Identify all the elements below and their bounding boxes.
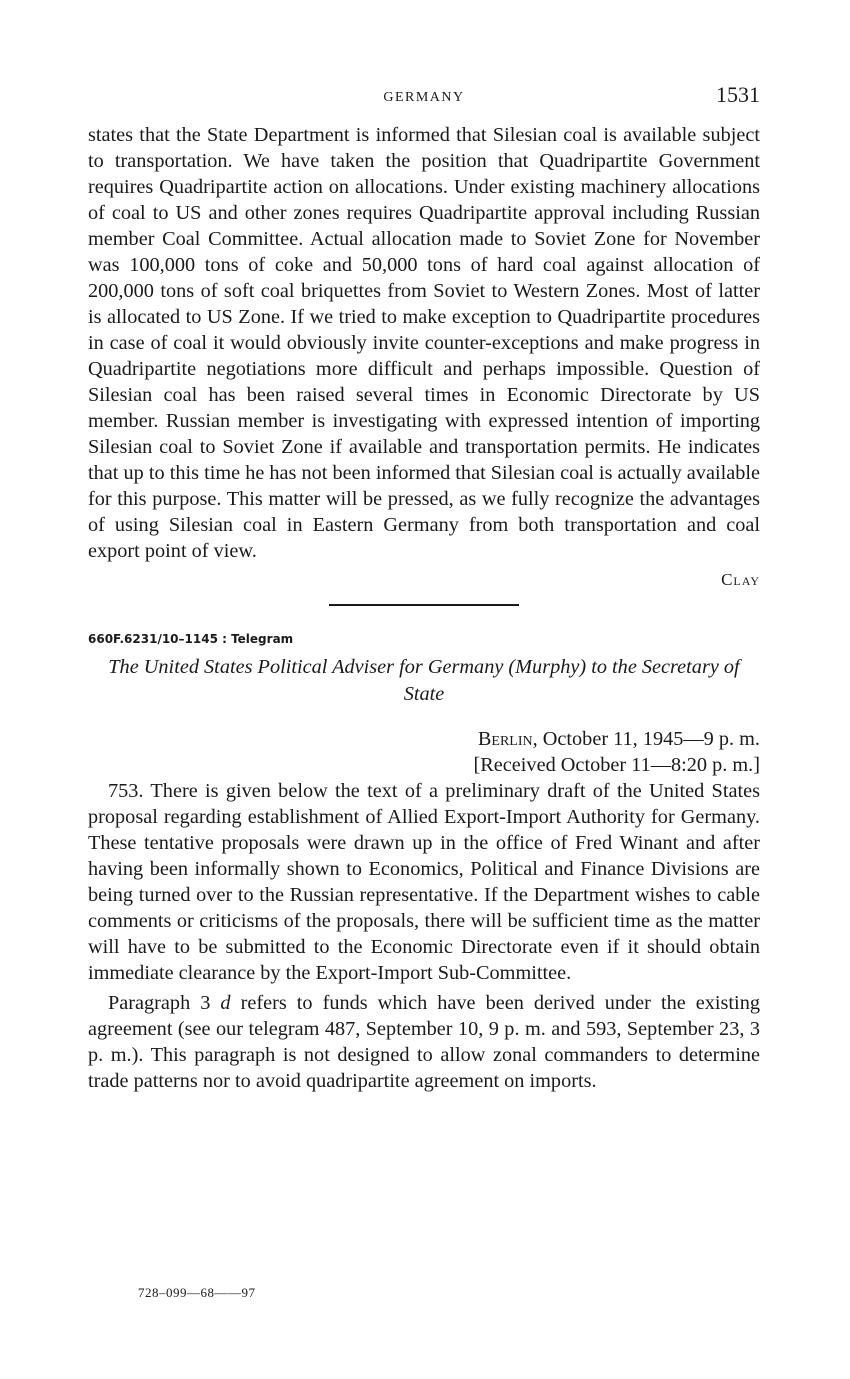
running-head	[88, 82, 760, 122]
paragraph-2-rest: refers to funds which have been derived under the existing agreement (see our telegram 487, September 10, 9 p. m. and 593, September 23, 3 p. m.). This paragraph is not designed to allow zonal commanders to determine trade patterns nor to avoid quadripartite agreement on imports.	[88, 992, 760, 1092]
paragraph-2-start: Paragraph 3	[108, 992, 211, 1014]
paragraph-2-italic: d	[220, 992, 231, 1014]
dateline-date: October 11, 1945—9 p. m.	[542, 728, 760, 750]
dateline	[88, 726, 760, 778]
section-divider	[329, 604, 519, 606]
dateline-place: Berlin,	[477, 728, 538, 750]
body-paragraph-1: 753. There is given below the text of a preliminary draft of the United States proposal regarding establishment of Allied Export-Import Authority for Germany. These tentative proposals were drawn up in the office of Fred Winant and after having been informally shown to Economics, Political and Finance Divisions are being turned over to the Russian representative. If the Department wishes to cable comments or criticisms of the proposals, there will be sufficient time as the matter will have to be submitted to the Economic Directorate even if it should obtain immediate clearance by the Export-Import Sub-Committee.	[88, 780, 760, 984]
page-number: 1531	[716, 82, 760, 107]
print-code: 728–099—68——97	[138, 1285, 256, 1300]
body-paragraph-2	[88, 990, 760, 1094]
received-note: [Received October 11—8:20 p. m.]	[473, 754, 760, 776]
page	[88, 82, 760, 1094]
continuation-paragraph: states that the State Department is informed that Silesian coal is available subject to transportation. We have taken the position that Quadripartite Government requires Quadripartite action on allocations. Under existing machinery allocations of coal to US and other zones requires Quadripartite approval including Russian member Coal Committee. Actual allocation made to Soviet Zone for November was 100,000 tons of coke and 50,000 tons of hard coal against allocation of 200,000 tons of soft coal briquettes from Soviet to Western Zones. Most of latter is allocated to US Zone. If we tried to make exception to Quadripartite procedures in case of coal it would obviously invite counter-exceptions and make progress in Quadripartite negotiations more difficult and perhaps impossible. Question of Silesian coal has been raised several times in Economic Directorate by US member. Russian member is investigating with expressed intention of importing Silesian coal to Soviet Zone if available and transportation permits. He indicates that up to this time he has not been informed that Silesian coal is actually available for this purpose. This matter will be pressed, as we fully recognize the advantages of using Silesian coal in Eastern Germany from both transportation and coal export point of view.	[88, 124, 760, 562]
running-head-title: GERMANY	[383, 90, 465, 105]
signature: Clay	[721, 570, 760, 589]
file-reference: 660F.6231/10–1145 : Telegram	[88, 632, 294, 646]
document-title: The United States Political Adviser for Germany (Murphy) to the Secretary of State	[108, 656, 740, 705]
